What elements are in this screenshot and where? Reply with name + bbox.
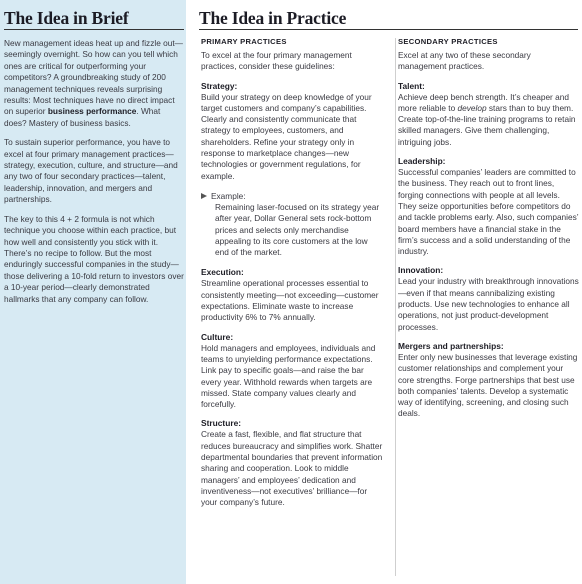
idea-in-brief-heading: The Idea in Brief <box>4 8 184 30</box>
secondary-practices-column <box>398 36 580 420</box>
primary-practices-column <box>201 36 383 509</box>
idea-in-practice-panel <box>199 8 579 508</box>
example-text: Remaining laser-focused on its strategy year after year, Dollar General sets rock-bottom prices and selects only merchandise appealing to its core customers at the low end of the market. <box>215 201 380 258</box>
leadership-text: Successful companies’ leaders are committed to the business. They reach out to front lines, forging connections with people at all levels. They seize opportunities before competitors do and tackle problems early. Also, such companies’ board members have a financial stake in the firm’s success and a solid understanding of the industry. <box>398 167 579 257</box>
primary-intro: To excel at the four primary management practices, consider these guidelines: <box>201 50 352 72</box>
innovation-heading: Innovation: <box>398 265 444 276</box>
leadership-heading: Leadership: <box>398 156 446 167</box>
emphasis-business-performance: business performance <box>47 106 137 117</box>
brief-paragraph-2: To sustain superior performance, you have to excel at four primary management practices—strategy, execution, culture, and structure—and any two of four secondary practices—talent, leadership, innovation, and mergers and partnerships. <box>4 137 178 205</box>
brief-paragraph-3: The key to this 4 + 2 formula is not which technique you choose within each practice, but how well and consistently you stick with it. There’s no recipe to follow. But the most enduringly successful companies in the study—those delivering a 10-fold return to investors over a 10-year period—clearly demonstrated hallmarks that any company can follow. <box>4 213 184 304</box>
column-divider <box>395 38 396 576</box>
brief-paragraph-1: New management ideas heat up and fizzle out—seemingly overnight. So how can you tell which ones are critical for outperforming your competitors? A groundbreaking study of 200 management techniques reveals surprising results: Most techniques have no direct impact on superior business performance. What does? Mastery of business basics. <box>4 38 183 128</box>
primary-practices-title: PRIMARY PRACTICES <box>201 37 287 46</box>
emphasis-develop: develop <box>457 102 487 113</box>
mergers-heading: Mergers and partnerships: <box>398 340 504 351</box>
culture-text: Hold managers and employees, individuals and teams to unyielding performance expectations. Link pay to specific goals—and raise the bar every year. Withhold rewards when targets are missed. State company values clearly and forcefully. <box>201 342 376 410</box>
execution-heading: Execution: <box>201 267 244 278</box>
idea-in-practice-heading: The Idea in Practice <box>199 8 578 30</box>
talent-heading: Talent: <box>398 80 425 91</box>
culture-heading: Culture: <box>201 331 234 342</box>
structure-heading: Structure: <box>201 418 242 429</box>
secondary-practices-title: SECONDARY PRACTICES <box>398 37 498 46</box>
triangle-bullet-icon <box>201 193 207 199</box>
execution-text: Streamline operational processes essential to consistently meeting—not exceeding—customer expectations. Eliminate waste to increase productivity 6% to 7% annually. <box>201 278 379 323</box>
talent-text: Achieve deep bench strength. It’s cheaper and more reliable to develop stars than to buy them. Create top-of-the-line training programs to retain skilled managers. Give them challenging, intriguing jobs. <box>398 91 576 147</box>
idea-in-brief-panel <box>0 0 186 584</box>
mergers-text: Enter only new businesses that leverage existing customer relationships and complement your core strengths. Forge partnerships that best use both companies’ talents. Develop a systematic way of identifying, screening, and closing such deals. <box>398 351 578 419</box>
example-label: Example: <box>201 191 383 202</box>
secondary-intro: Excel at any two of these secondary management practices. <box>398 50 531 72</box>
structure-text: Create a fast, flexible, and flat structure that reduces bureaucracy and simplifies work. Shatter departmental boundaries that prevent information sharing and cooperation. Look to middle managers’ and employees’ dedication and inventiveness—not executives’ brilliance—for your company’s future. <box>201 429 383 508</box>
innovation-text: Lead your industry with breakthrough innovations—even if that means cannibalizing existing products. Use new technologies to enhance all operations, not just product-development processes. <box>398 276 579 332</box>
strategy-heading: Strategy: <box>201 80 238 91</box>
strategy-text: Build your strategy on deep knowledge of your target customers and company’s capabilities. Clearly and consistently communicate that strategy to employees, customers, and shareholders. Refine your strategy only in response to marketplace changes—new technologies or government regulations, for example. <box>201 91 372 181</box>
